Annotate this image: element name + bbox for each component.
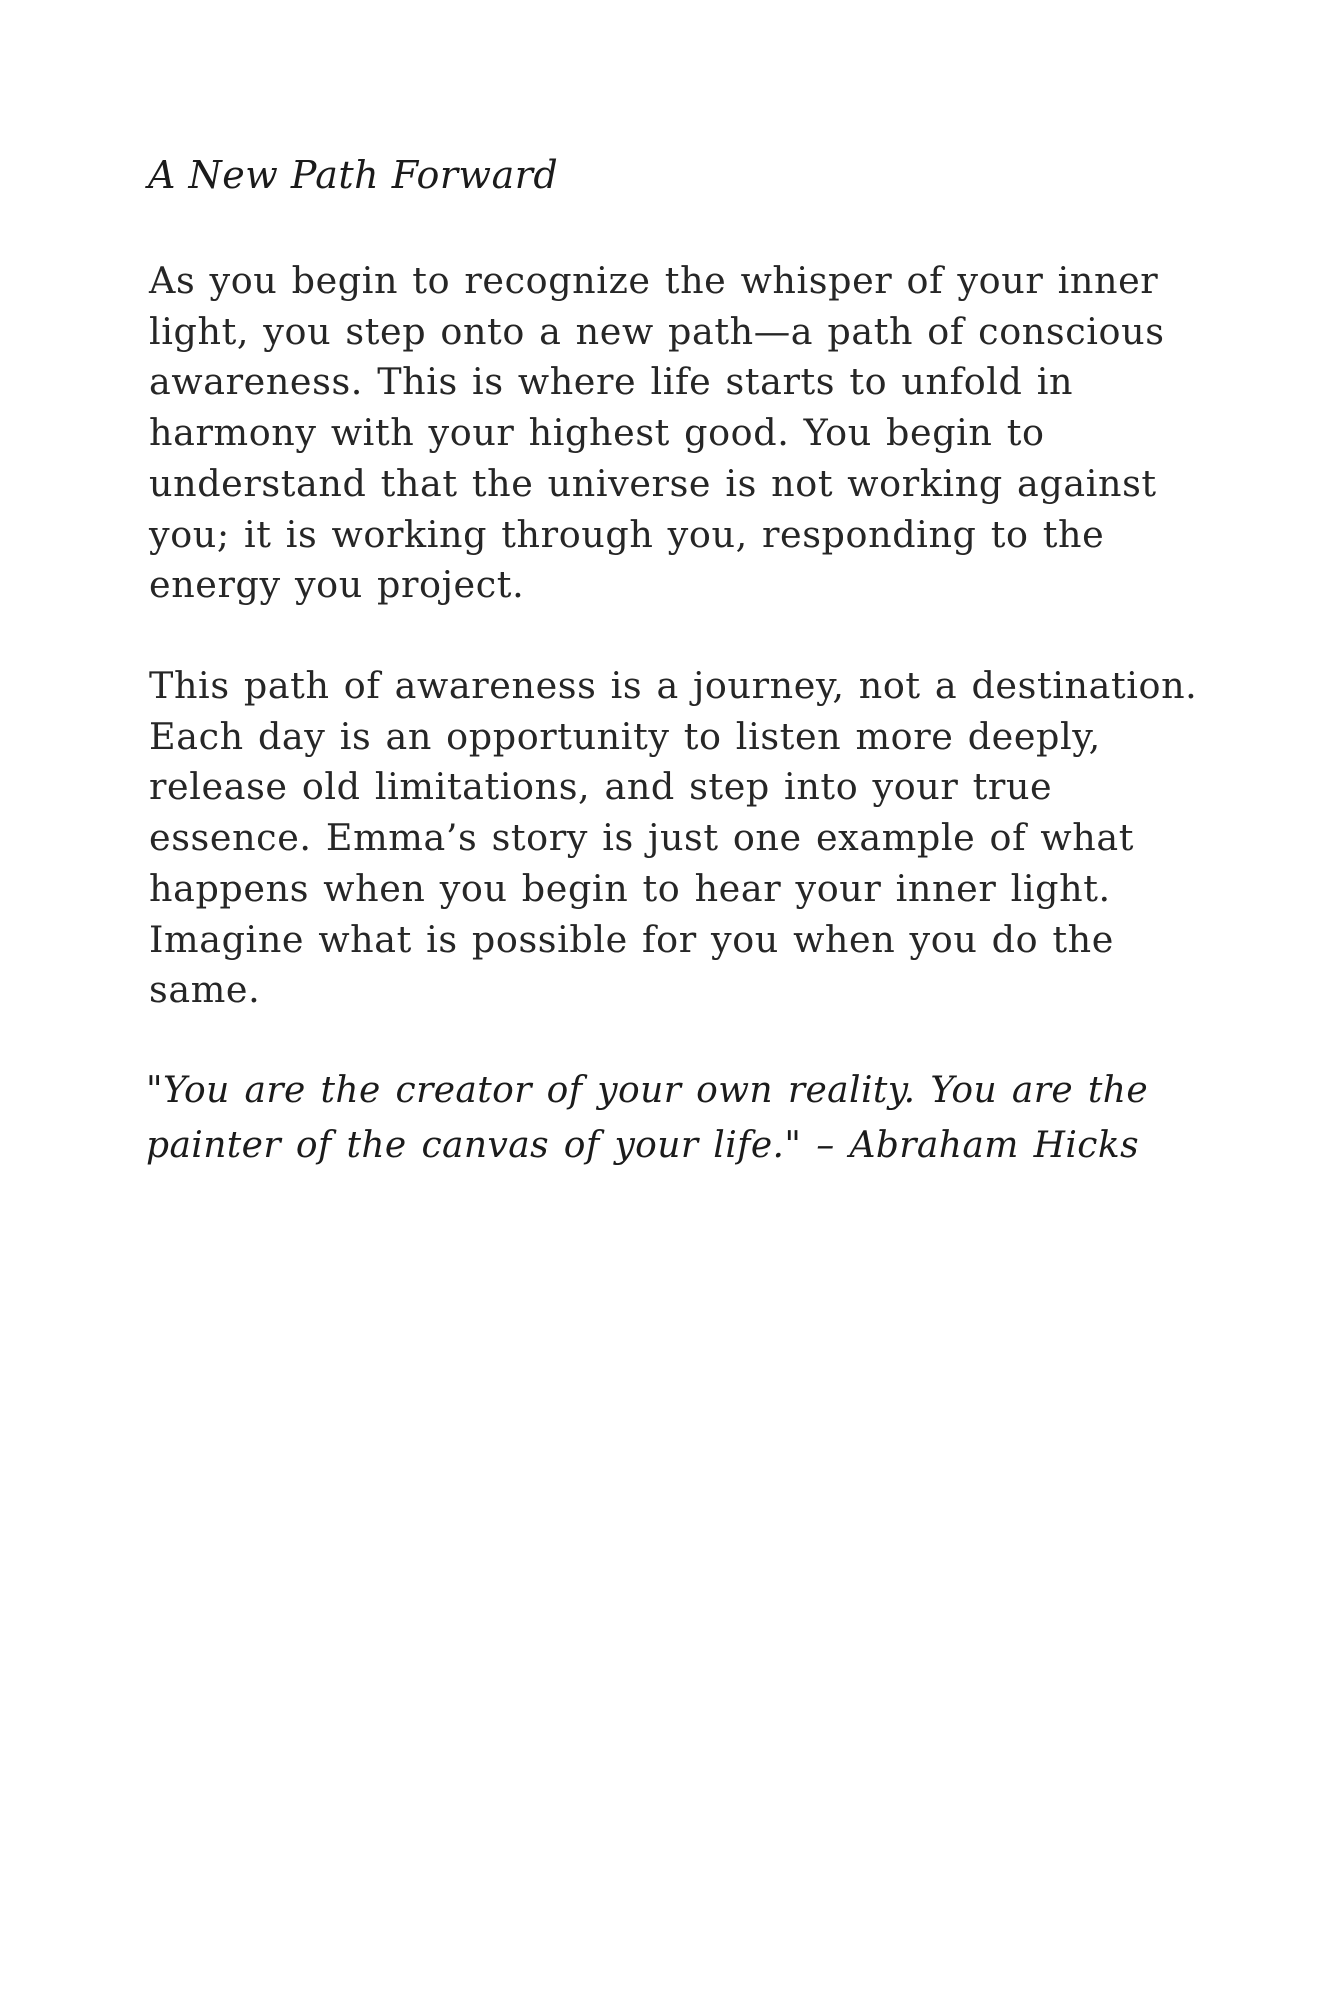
closing-quote bbox=[146, 1063, 1226, 1173]
section-heading: A New Path Forward bbox=[148, 153, 559, 197]
paragraph-line: happens when you begin to hear your inner light. bbox=[149, 866, 1111, 910]
paragraph-line: same. bbox=[149, 968, 261, 1012]
paragraph-line: release old limitations, and step into your true bbox=[149, 765, 1053, 809]
quote-line: "You are the creator of your own reality. You are the bbox=[146, 1070, 1149, 1111]
paragraph-2 bbox=[149, 661, 1209, 1016]
paragraph-line: light, you step onto a new path—a path of conscious bbox=[149, 309, 1165, 353]
paragraph-line: awareness. This is where life starts to unfold in bbox=[149, 360, 1074, 404]
paragraph-1 bbox=[149, 256, 1209, 611]
paragraph-line: As you begin to recognize the whisper of your inner bbox=[149, 259, 1159, 302]
paragraph-line: This path of awareness is a journey, not a destination. bbox=[149, 664, 1198, 707]
paragraph-line: harmony with your highest good. You begin to bbox=[149, 411, 1045, 455]
paragraph-line: Imagine what is possible for you when you do the bbox=[149, 917, 1114, 961]
paragraph-line: you; it is working through you, responding to the bbox=[149, 512, 1105, 556]
quote-line: painter of the canvas of your life." – Abraham Hicks bbox=[146, 1125, 1139, 1166]
paragraph-line: essence. Emma’s story is just one example of what bbox=[149, 816, 1135, 860]
paragraph-line: energy you project. bbox=[149, 563, 525, 607]
paragraph-line: Each day is an opportunity to listen more deeply, bbox=[149, 714, 1101, 758]
paragraph-line: understand that the universe is not working against bbox=[149, 461, 1157, 505]
